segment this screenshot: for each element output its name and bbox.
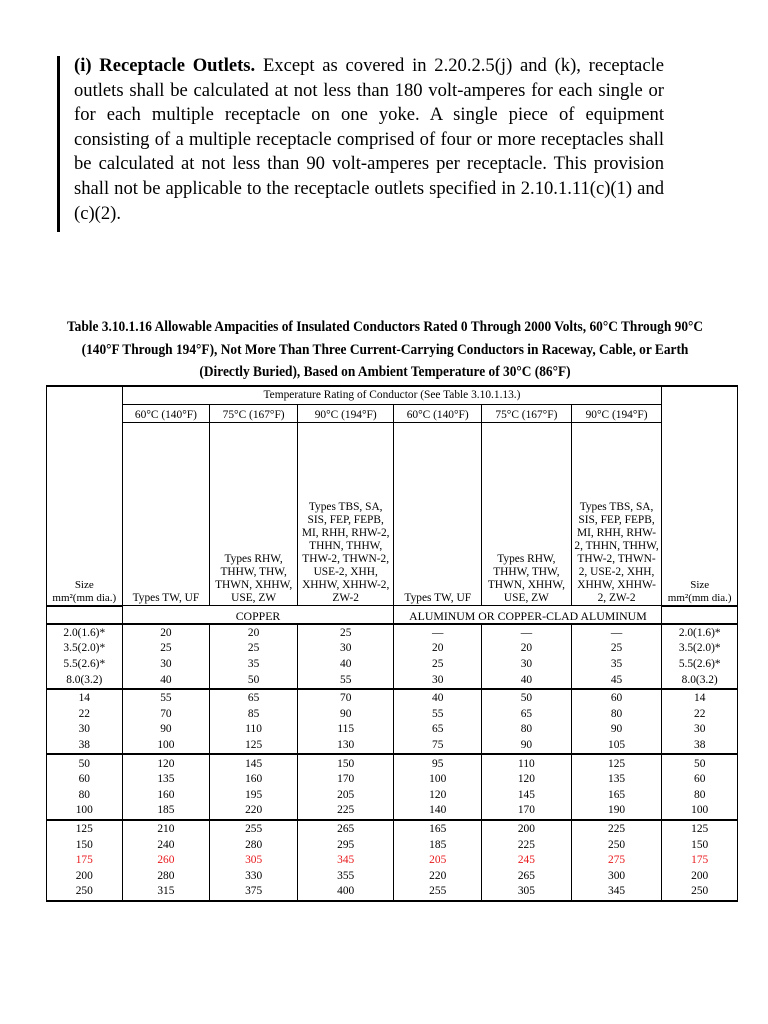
ampacity-cell: 45 (571, 672, 662, 689)
ampacity-cell: 25 (394, 657, 482, 673)
ampacity-cell: 305 (210, 853, 298, 869)
copper-label: COPPER (122, 606, 394, 624)
ampacity-cell: 170 (298, 772, 394, 788)
ampacity-cell: 400 (298, 884, 394, 901)
note-margin-bar (57, 56, 60, 232)
size-cell: 200 (662, 868, 738, 884)
temp-header-cu-60: 60°C (140°F) (122, 405, 210, 423)
ampacity-cell: 280 (122, 868, 210, 884)
ampacity-cell: 105 (571, 738, 662, 755)
table-row (47, 689, 738, 707)
size-cell: 2.0(1.6)* (47, 624, 123, 642)
ampacity-cell: 90 (571, 722, 662, 738)
note-body: Except as covered in 2.20.2.5(j) and (k), receptacle outlets shall be calculated at not less than 180 volt-amperes for each single or for each multiple receptacle on one yoke. A single piece of equipment consisting of a multiple receptacle comprised of four or more receptacles shall be calculated at not less than 90 volt-amperes per receptacle. This provision shall not be applicable to the receptacle outlets specified in 2.10.1.11(c)(1) and (c)(2). (74, 55, 664, 224)
ampacity-cell: 70 (122, 706, 210, 722)
size-cell: 8.0(3.2) (47, 672, 123, 689)
table-title: Table 3.10.1.16 Allowable Ampacities of Insulated Conductors Rated 0 Through 2000 Volts, 60°C Through 90°C (140°F Through 194°F), Not More Than Three Current-Carrying Conductors in Raceway, Cable, or Earth (Directly Buried), Based on Ambient Temperature of 30°C (86°F) (66, 319, 704, 380)
size-unit-right: mm²(mm dia.) (667, 591, 732, 604)
size-cell: 38 (47, 738, 123, 755)
ampacity-cell: 260 (122, 853, 210, 869)
size-cell: 175 (47, 853, 123, 869)
table-row (47, 803, 738, 820)
ampacity-cell: 135 (122, 772, 210, 788)
size-cell: 22 (47, 706, 123, 722)
ampacity-cell: 315 (122, 884, 210, 901)
ampacity-cell: 150 (298, 754, 394, 772)
ampacity-cell: 90 (298, 706, 394, 722)
size-cell: 60 (47, 772, 123, 788)
ampacity-cell: 345 (571, 884, 662, 901)
ampacity-cell: 30 (482, 657, 572, 673)
ampacity-cell: 185 (394, 837, 482, 853)
ampacity-cell: 30 (394, 672, 482, 689)
ampacity-cell: 165 (571, 787, 662, 803)
size-cell: 30 (47, 722, 123, 738)
table-row (47, 787, 738, 803)
ampacity-cell: 110 (482, 754, 572, 772)
ampacity-cell: 280 (210, 837, 298, 853)
ampacity-cell: 100 (122, 738, 210, 755)
size-cell: 22 (662, 706, 738, 722)
size-cell: 250 (47, 884, 123, 901)
aluminum-label: ALUMINUM OR COPPER-CLAD ALUMINUM (394, 606, 662, 624)
size-group (47, 689, 738, 754)
table-row (47, 884, 738, 901)
size-cell: 80 (662, 787, 738, 803)
ampacity-cell: 375 (210, 884, 298, 901)
size-cell: 150 (47, 837, 123, 853)
temp-header-al-75: 75°C (167°F) (482, 405, 572, 423)
table-row (47, 738, 738, 755)
size-cell: 250 (662, 884, 738, 901)
ampacity-cell: 90 (122, 722, 210, 738)
ampacity-cell: 80 (482, 722, 572, 738)
ampacity-cell: 80 (571, 706, 662, 722)
ampacity-cell: 305 (482, 884, 572, 901)
size-cell: 5.5(2.6)* (662, 657, 738, 673)
ampacity-cell: 225 (482, 837, 572, 853)
size-cell: 80 (47, 787, 123, 803)
ampacity-cell: 275 (571, 853, 662, 869)
note-heading: (i) Receptacle Outlets. (74, 55, 256, 76)
ampacity-cell: 20 (122, 624, 210, 642)
ampacity-cell: 225 (298, 803, 394, 820)
types-al-90: Types TBS, SA, SIS, FEP, FEPB, MI, RHH, RHW-2, THHN, THHW, THW-2, THWN-2, USE-2, XHH, XHHW, XHHW-2, ZW-2 (571, 423, 662, 606)
ampacity-cell: 55 (394, 706, 482, 722)
ampacity-cell: 245 (482, 853, 572, 869)
ampacity-cell: 125 (571, 754, 662, 772)
ampacity-cell: 140 (394, 803, 482, 820)
ampacity-cell: 85 (210, 706, 298, 722)
ampacity-cell: 300 (571, 868, 662, 884)
ampacity-cell: 220 (210, 803, 298, 820)
ampacity-cell: 160 (122, 787, 210, 803)
ampacity-cell: 120 (122, 754, 210, 772)
size-spacer-left (47, 606, 123, 624)
temperature-rating-header: Temperature Rating of Conductor (See Table 3.10.1.13.) (122, 386, 662, 405)
ampacity-cell: 115 (298, 722, 394, 738)
table-row (47, 754, 738, 772)
ampacity-cell: 60 (571, 689, 662, 707)
size-cell: 50 (47, 754, 123, 772)
ampacity-cell: 195 (210, 787, 298, 803)
ampacity-cell: 95 (394, 754, 482, 772)
size-spacer-right (662, 606, 738, 624)
ampacity-cell: 165 (394, 820, 482, 838)
ampacity-cell: 240 (122, 837, 210, 853)
ampacity-cell: 135 (571, 772, 662, 788)
size-unit-left: mm²(mm dia.) (52, 591, 117, 604)
ampacity-cell: 40 (482, 672, 572, 689)
ampacity-cell: 210 (122, 820, 210, 838)
ampacity-cell: 130 (298, 738, 394, 755)
ampacity-cell: 225 (571, 820, 662, 838)
ampacity-cell: 25 (571, 641, 662, 657)
ampacity-cell: 65 (482, 706, 572, 722)
ampacity-cell: 30 (122, 657, 210, 673)
ampacity-cell: — (394, 624, 482, 642)
ampacity-cell: 250 (571, 837, 662, 853)
ampacity-cell: 255 (394, 884, 482, 901)
ampacity-cell: 120 (482, 772, 572, 788)
table-row (47, 868, 738, 884)
ampacity-cell: 145 (210, 754, 298, 772)
receptacle-outlets-paragraph (74, 54, 664, 226)
ampacity-cell: 20 (210, 624, 298, 642)
table-row (47, 772, 738, 788)
ampacity-cell: 25 (122, 641, 210, 657)
size-label-left: Size (74, 578, 94, 591)
ampacity-cell: 265 (482, 868, 572, 884)
size-cell: 3.5(2.0)* (662, 641, 738, 657)
ampacity-cell: 55 (122, 689, 210, 707)
ampacity-cell: 25 (210, 641, 298, 657)
table-row (47, 641, 738, 657)
ampacity-cell: 295 (298, 837, 394, 853)
size-group (47, 820, 738, 901)
table-row (47, 706, 738, 722)
ampacity-cell: 20 (482, 641, 572, 657)
size-cell: 30 (662, 722, 738, 738)
types-cu-60: Types TW, UF (122, 423, 210, 606)
table-row (47, 853, 738, 869)
size-cell: 14 (662, 689, 738, 707)
size-cell: 100 (47, 803, 123, 820)
table-row (47, 657, 738, 673)
temp-header-al-90: 90°C (194°F) (571, 405, 662, 423)
size-group (47, 624, 738, 689)
size-cell: 150 (662, 837, 738, 853)
table-row (47, 624, 738, 642)
ampacity-cell: 50 (210, 672, 298, 689)
table-row (47, 722, 738, 738)
table-row (47, 837, 738, 853)
types-al-75: Types RHW, THHW, THW, THWN, XHHW, USE, ZW (482, 423, 572, 606)
ampacity-cell: 265 (298, 820, 394, 838)
size-group (47, 754, 738, 819)
size-header-right (662, 386, 738, 606)
size-cell: 125 (47, 820, 123, 838)
ampacity-cell: 40 (122, 672, 210, 689)
types-al-60: Types TW, UF (394, 423, 482, 606)
size-cell: 50 (662, 754, 738, 772)
ampacity-cell: 205 (394, 853, 482, 869)
ampacity-cell: 170 (482, 803, 572, 820)
ampacity-cell: 200 (482, 820, 572, 838)
temp-header-cu-75: 75°C (167°F) (210, 405, 298, 423)
ampacity-cell: 20 (394, 641, 482, 657)
ampacity-cell: 330 (210, 868, 298, 884)
size-cell: 38 (662, 738, 738, 755)
ampacity-cell: 160 (210, 772, 298, 788)
ampacity-cell: 65 (210, 689, 298, 707)
size-cell: 5.5(2.6)* (47, 657, 123, 673)
types-cu-75: Types RHW, THHW, THW, THWN, XHHW, USE, ZW (210, 423, 298, 606)
ampacity-cell: 190 (571, 803, 662, 820)
ampacity-cell: — (571, 624, 662, 642)
ampacity-cell: 345 (298, 853, 394, 869)
table-row (47, 672, 738, 689)
size-cell: 8.0(3.2) (662, 672, 738, 689)
ampacity-cell: 50 (482, 689, 572, 707)
size-header-left (47, 386, 123, 606)
types-cu-90: Types TBS, SA, SIS, FEP, FEPB, MI, RHH, RHW-2, THHN, THHW, THW-2, THWN-2, USE-2, XHH, XHHW, XHHW-2, ZW-2 (298, 423, 394, 606)
size-cell: 60 (662, 772, 738, 788)
size-cell: 175 (662, 853, 738, 869)
ampacity-cell: 205 (298, 787, 394, 803)
ampacity-cell: 145 (482, 787, 572, 803)
ampacity-cell: 40 (394, 689, 482, 707)
temp-header-al-60: 60°C (140°F) (394, 405, 482, 423)
ampacity-cell: 90 (482, 738, 572, 755)
temp-header-cu-90: 90°C (194°F) (298, 405, 394, 423)
ampacity-cell: 100 (394, 772, 482, 788)
size-cell: 200 (47, 868, 123, 884)
size-cell: 125 (662, 820, 738, 838)
ampacity-cell: 75 (394, 738, 482, 755)
ampacity-cell: 25 (298, 624, 394, 642)
ampacity-cell: 355 (298, 868, 394, 884)
ampacity-cell: 35 (210, 657, 298, 673)
ampacity-cell: 30 (298, 641, 394, 657)
ampacity-cell: — (482, 624, 572, 642)
ampacity-cell: 185 (122, 803, 210, 820)
ampacity-cell: 120 (394, 787, 482, 803)
size-cell: 2.0(1.6)* (662, 624, 738, 642)
table-row (47, 820, 738, 838)
size-cell: 3.5(2.0)* (47, 641, 123, 657)
ampacity-cell: 110 (210, 722, 298, 738)
ampacity-cell: 35 (571, 657, 662, 673)
ampacity-cell: 65 (394, 722, 482, 738)
ampacity-cell: 70 (298, 689, 394, 707)
size-cell: 100 (662, 803, 738, 820)
size-label-right: Size (690, 578, 710, 591)
ampacity-table (46, 385, 738, 902)
ampacity-cell: 220 (394, 868, 482, 884)
ampacity-cell: 255 (210, 820, 298, 838)
ampacity-cell: 55 (298, 672, 394, 689)
size-cell: 14 (47, 689, 123, 707)
ampacity-cell: 40 (298, 657, 394, 673)
ampacity-cell: 125 (210, 738, 298, 755)
